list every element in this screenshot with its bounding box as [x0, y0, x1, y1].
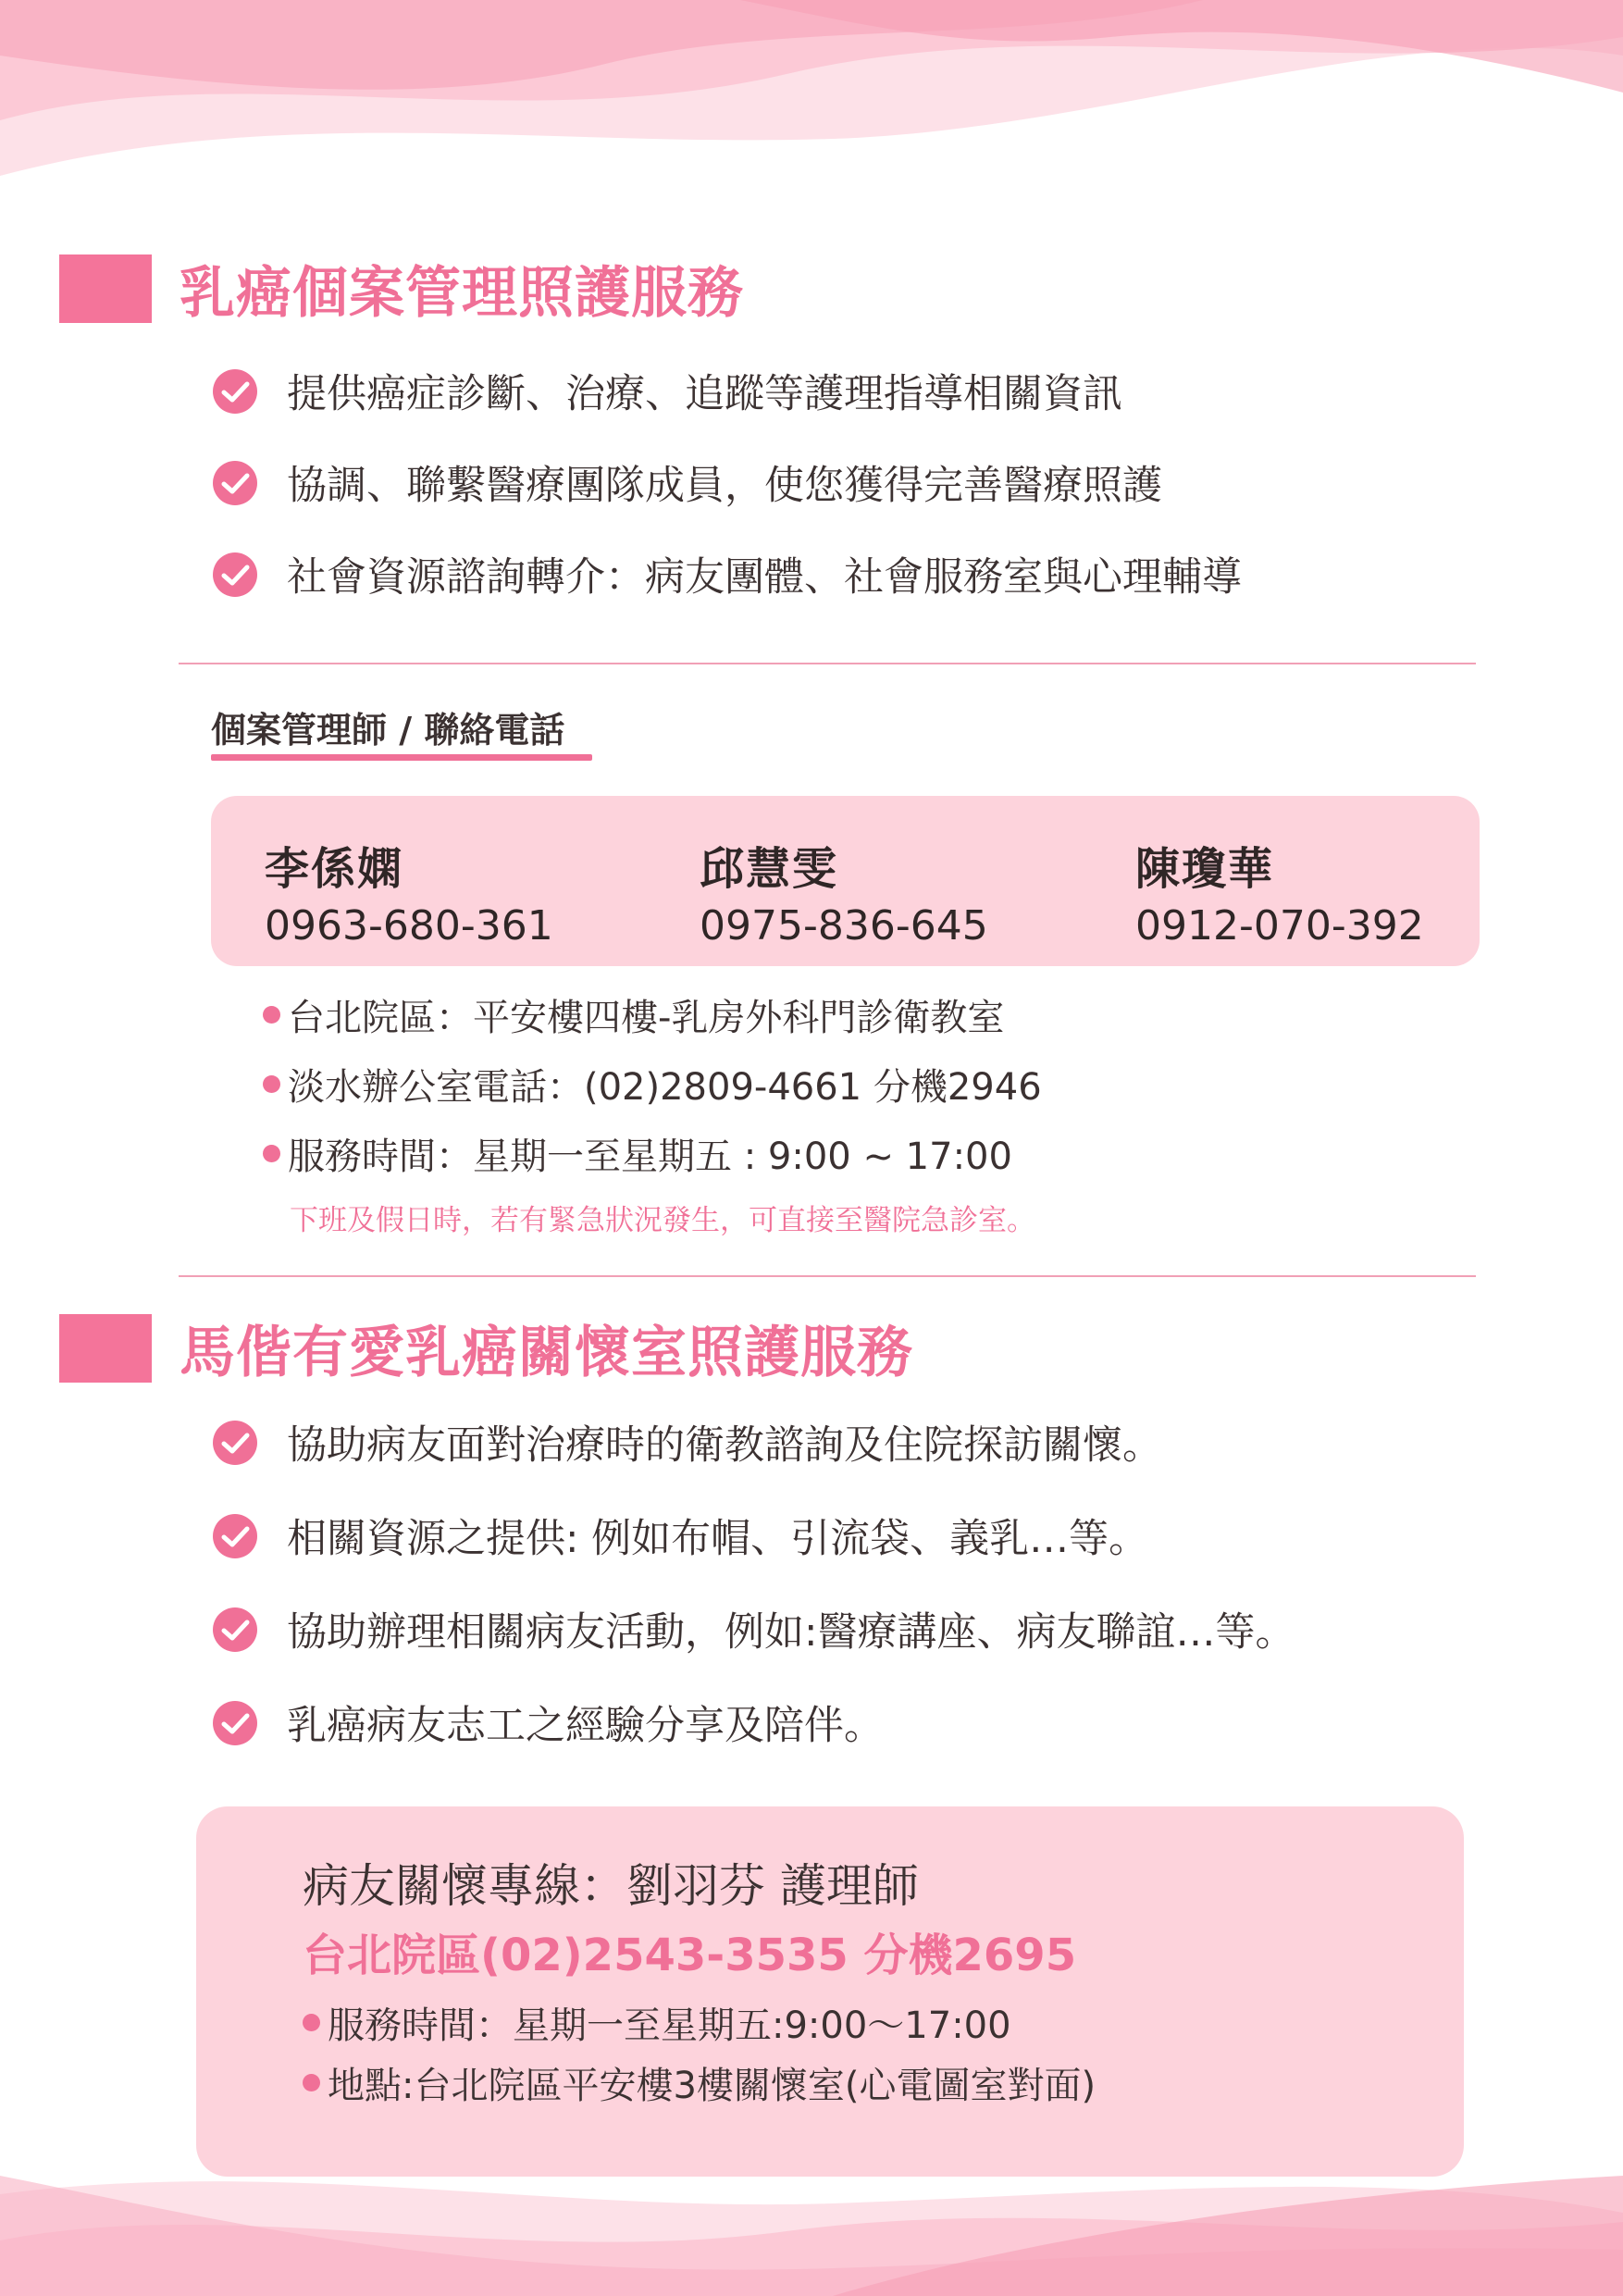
- check-circle-icon: [211, 367, 259, 416]
- check-circle-icon: [211, 551, 259, 599]
- contact-box: [211, 796, 1480, 966]
- hotline-info-text: 地點:台北院區平安樓3樓關懷室(心電圖室對面): [328, 2065, 1096, 2107]
- contact-name: 李係嫻: [265, 843, 404, 895]
- list-item-text: 社會資源諮詢轉介：病友團體、社會服務室與心理輔導: [287, 554, 1242, 601]
- list-item: [211, 1414, 1162, 1471]
- list-item-text: 協助病友面對治療時的衛教諮詢及住院探訪關懷。: [287, 1422, 1162, 1469]
- contact-info-line: [263, 1127, 1012, 1180]
- contact-info-text: 台北院區：平安樓四樓-乳房外科門診衛教室: [288, 997, 1005, 1039]
- list-item: [211, 546, 1242, 602]
- check-circle-icon: [211, 1606, 259, 1654]
- list-item-text: 協助辦理相關病友活動，例如:醫療講座、病友聯誼…等。: [287, 1609, 1295, 1656]
- list-item-text: 相關資源之提供: 例如布帽、引流袋、義乳…等。: [287, 1516, 1149, 1562]
- bullet-dot-icon: [263, 1006, 280, 1024]
- divider: [179, 663, 1476, 664]
- contact-person: [1135, 833, 1424, 949]
- contact-name: 邱慧雯: [700, 843, 839, 895]
- hotline-title: 病友關懷專線：劉羽芬 護理師: [303, 1859, 919, 1913]
- hotline-box: [196, 1806, 1464, 2177]
- section2-title: 馬偕有愛乳癌關懷室照護服務: [180, 1321, 913, 1385]
- list-item-text: 乳癌病友志工之經驗分享及陪伴。: [287, 1703, 884, 1749]
- contact-label: 個案管理師 / 聯絡電話: [211, 710, 565, 751]
- contact-person: [265, 833, 553, 949]
- list-item: [211, 1601, 1295, 1657]
- section1-title: 乳癌個案管理照護服務: [180, 261, 744, 326]
- list-item: [211, 1508, 1148, 1564]
- contact-phone[interactable]: 0975-836-645: [700, 902, 988, 949]
- section1-marker: [59, 254, 152, 323]
- bottom-wave-decoration: [0, 2157, 1623, 2296]
- list-item-text: 提供癌症診斷、治療、追蹤等護理指導相關資訊: [287, 371, 1122, 417]
- check-circle-icon: [211, 1419, 259, 1467]
- contact-info-text: 服務時間：星期一至星期五 : 9:00 ~ 17:00: [288, 1136, 1012, 1178]
- emergency-note: 下班及假日時，若有緊急狀況發生，可直接至醫院急診室。: [290, 1204, 1035, 1237]
- bullet-dot-icon: [263, 1145, 280, 1162]
- contact-phone[interactable]: 0912-070-392: [1135, 902, 1424, 949]
- top-wave-decoration: [0, 0, 1623, 176]
- contact-phone[interactable]: 0963-680-361: [265, 902, 553, 949]
- check-circle-icon: [211, 459, 259, 507]
- section2-header: [59, 1313, 913, 1384]
- hotline-info-text: 服務時間：星期一至星期五:9:00～17:00: [328, 2004, 1011, 2047]
- contact-label-underline: [211, 754, 592, 761]
- contact-name: 陳瓊華: [1135, 843, 1275, 895]
- contact-person: [700, 833, 988, 949]
- divider: [179, 1275, 1476, 1277]
- hotline-info-line: [303, 2056, 1096, 2109]
- check-circle-icon: [211, 1512, 259, 1560]
- contact-info-line: [263, 988, 1004, 1041]
- hotline-info-line: [303, 1996, 1011, 2049]
- contact-info-line: [263, 1058, 1042, 1111]
- list-item: [211, 454, 1162, 511]
- bullet-dot-icon: [303, 2074, 320, 2091]
- section1-header: [59, 254, 744, 324]
- hotline-phone[interactable]: 台北院區(02)2543-3535 分機2695: [303, 1930, 1077, 1981]
- check-circle-icon: [211, 1699, 259, 1747]
- list-item-text: 協調、聯繫醫療團隊成員，使您獲得完善醫療照護: [287, 463, 1162, 509]
- contact-info-text: 淡水辦公室電話：(02)2809-4661 分機2946: [288, 1066, 1042, 1109]
- section2-marker: [59, 1314, 152, 1383]
- bullet-dot-icon: [303, 2014, 320, 2031]
- list-item: [211, 363, 1122, 419]
- list-item: [211, 1694, 884, 1751]
- bullet-dot-icon: [263, 1075, 280, 1093]
